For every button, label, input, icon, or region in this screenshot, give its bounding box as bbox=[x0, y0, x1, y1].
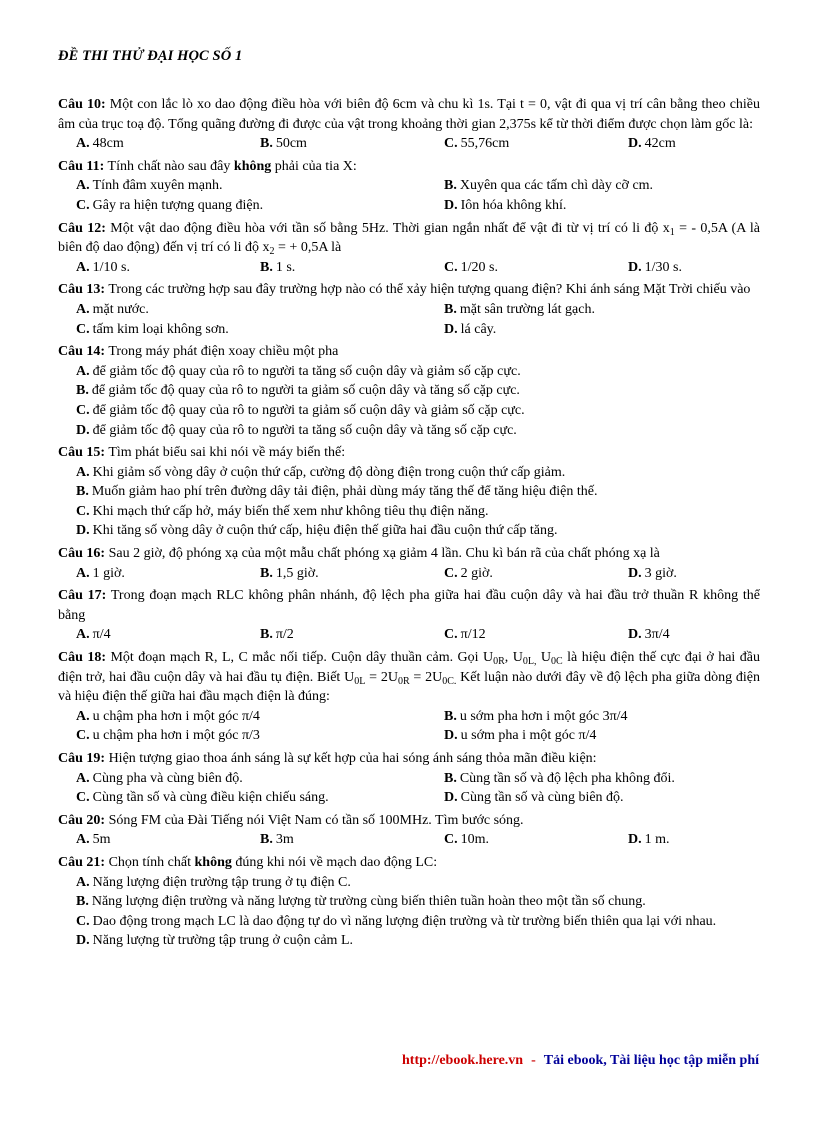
option-a: A. Cùng pha và cùng biên độ. bbox=[76, 770, 243, 786]
question-stem: Câu 18: Một đoạn mạch R, L, C mắc nối tiếp. Cuộn dây thuần cảm. Gọi $U_{0R}$, $U_{0L,}$ $U_{0C}$ là hiệu điện thế cực đại ở hai đầu điện trở, hai đầu cuộn dây và hai đầu tụ điện. Biết $U_{0L} = 2U_{0R} = 2U_{0C.}$ Kết luận nào dưới đây về độ lệch pha giữa dòng điện và hiệu điện thế giữa hai đầu mạch điện là đúng: bbox=[58, 650, 760, 705]
question-18 bbox=[58, 648, 760, 746]
option-c: C. 10m. bbox=[444, 832, 490, 848]
option-c: C. π/12 bbox=[444, 627, 486, 643]
question-stem: Câu 20: Sóng FM của Đài Tiếng nói Việt Nam có tần số 100MHz. Tìm bước sóng. bbox=[58, 812, 524, 828]
exam-page bbox=[58, 48, 760, 954]
option-a: A. 1 giờ. bbox=[76, 565, 125, 581]
question-stem: Câu 11: Tính chất nào sau đây không phải của tia X: bbox=[58, 158, 357, 174]
option-a: A. Tính đâm xuyên mạnh. bbox=[76, 178, 223, 194]
question-stem: Câu 16: Sau 2 giờ, độ phóng xạ của một mẫu chất phóng xạ giảm 4 lần. Chu kì bán rã của chất phóng xạ là bbox=[58, 546, 660, 562]
question-number: Câu 17: bbox=[58, 588, 107, 604]
options-row bbox=[58, 726, 760, 746]
question-stem: Câu 14: Trong máy phát điện xoay chiều một pha bbox=[58, 344, 339, 360]
option-c: C. 1/20 s. bbox=[444, 259, 498, 275]
option-d: D. để giảm tốc độ quay của rô to người ta tăng số cuộn dây và tăng số cặp cực. bbox=[76, 422, 517, 438]
option-b: B. 1,5 giờ. bbox=[260, 565, 319, 581]
option-b: B. 3m bbox=[260, 832, 294, 848]
option-a: A. để giảm tốc độ quay của rô to người ta tăng số cuộn dây và giảm số cặp cực. bbox=[76, 363, 521, 379]
option-c: C. Cùng tần số và cùng điều kiện chiếu sáng. bbox=[76, 790, 329, 806]
option-c: C. tấm kim loại không sơn. bbox=[76, 321, 229, 337]
footer-tagline: Tải ebook, Tài liệu học tập miễn phí bbox=[543, 1053, 759, 1068]
option-a: A. Năng lượng điện trường tập trung ở tụ điện C. bbox=[76, 874, 351, 890]
question-10 bbox=[58, 95, 760, 154]
option-b: B. u sớm pha hơn i một góc 3π/4 bbox=[444, 708, 628, 724]
question-stem: Câu 21: Chọn tính chất không đúng khi nói về mạch dao động LC: bbox=[58, 854, 438, 870]
question-stem: Câu 12: Một vật dao động điều hòa với tần số bằng 5Hz. Thời gian ngắn nhất để vật đi từ vị trí có li độ $x_1$ = - 0,5A (A là biên độ dao động) đến vị trí có li độ $x_2$ = + 0,5A là bbox=[58, 220, 760, 258]
question-number: Câu 11: bbox=[58, 158, 105, 174]
question-13 bbox=[58, 280, 760, 339]
question-number: Câu 19: bbox=[58, 751, 106, 766]
question-number: Câu 20: bbox=[58, 812, 106, 828]
option-c: C. 55,76cm bbox=[444, 136, 510, 152]
question-stem: Câu 19: Hiện tượng giao thoa ánh sáng là sự kết hợp của hai sóng ánh sáng thỏa mãn điều kiện: bbox=[58, 751, 597, 766]
question-number: Câu 18: bbox=[58, 650, 107, 666]
question-17 bbox=[58, 586, 760, 645]
question-number: Câu 14: bbox=[58, 344, 106, 360]
options-row bbox=[58, 320, 760, 340]
question-stem: Câu 10: Một con lắc lò xo dao động điều hòa với biên độ 6cm và chu kì 1s. Tại t = 0, vật đi qua vị trí cân bằng theo chiều âm của trục toạ độ. Tổng quãng đường đi được của vật trong khoảng thời gian 2,375s kể từ thời điểm được chọn làm gốc là: bbox=[58, 97, 761, 132]
option-c: C. Gây ra hiện tượng quang điện. bbox=[76, 197, 264, 213]
question-19 bbox=[58, 749, 760, 808]
option-a: A. π/4 bbox=[76, 627, 111, 643]
option-b: B. Cùng tần số và độ lệch pha không đổi. bbox=[444, 770, 675, 786]
option-d: D. 1/30 s. bbox=[628, 259, 682, 275]
options-row bbox=[58, 625, 760, 645]
question-21 bbox=[58, 853, 760, 951]
option-d: D. 3 giờ. bbox=[628, 565, 677, 581]
option-a: A. 1/10 s. bbox=[76, 259, 130, 275]
option-a: A. 5m bbox=[76, 832, 111, 848]
option-b: B. π/2 bbox=[260, 627, 294, 643]
question-number: Câu 21: bbox=[58, 854, 106, 870]
question-stem: Câu 17: Trong đoạn mạch RLC không phân nhánh, độ lệch pha giữa hai đầu cuộn dây và hai đầu trở thuần R không thể bằng bbox=[58, 588, 760, 623]
option-b: B. 1 s. bbox=[260, 259, 296, 275]
options-row bbox=[58, 134, 760, 154]
option-d: D. Cùng tần số và cùng biên độ. bbox=[444, 790, 624, 806]
question-16 bbox=[58, 544, 760, 583]
option-b: B. Muốn giảm hao phí trên đường dây tải điện, phải dùng máy tăng thế để tăng hiệu điện thế. bbox=[76, 484, 598, 500]
option-d: D. Khi tăng số vòng dây ở cuộn thứ cấp, hiệu điện thế giữa hai đầu cuộn thứ cấp tăng. bbox=[76, 523, 558, 539]
option-d: D. Iôn hóa không khí. bbox=[444, 197, 567, 213]
options-row bbox=[58, 300, 760, 320]
question-stem: Câu 13: Trong các trường hợp sau đây trường hợp nào có thể xảy hiện tượng quang điện? Khi ánh sáng Mặt Trời chiếu vào bbox=[58, 282, 751, 298]
option-a: A. Khi giảm số vòng dây ở cuộn thứ cấp, cường độ dòng điện trong cuộn thứ cấp giảm. bbox=[76, 464, 566, 480]
option-b: B. Năng lượng điện trường và năng lượng từ trường cùng biến thiên tuần hoàn theo một tần số chung. bbox=[76, 894, 646, 910]
options-row bbox=[58, 258, 760, 278]
question-number: Câu 13: bbox=[58, 282, 106, 298]
options-row bbox=[58, 769, 760, 789]
question-14 bbox=[58, 342, 760, 440]
options-row bbox=[58, 176, 760, 196]
option-d: D. lá cây. bbox=[444, 321, 497, 337]
question-20 bbox=[58, 811, 760, 850]
option-a: A. mặt nước. bbox=[76, 301, 149, 317]
question-11 bbox=[58, 157, 760, 216]
option-c: C. để giảm tốc độ quay của rô to người ta giảm số cuộn dây và giảm số cặp cực. bbox=[76, 402, 525, 418]
question-15 bbox=[58, 443, 760, 541]
option-b: B. để giảm tốc độ quay của rô to người ta giảm số cuộn dây và tăng số cặp cực. bbox=[76, 383, 520, 399]
option-c: C. Dao động trong mạch LC là dao động tự do vì năng lượng điện trường và từ trường biến thiên qua lại với nhau. bbox=[76, 913, 717, 929]
option-a: A. 48cm bbox=[76, 136, 124, 152]
option-b: B. Xuyên qua các tấm chì dày cỡ cm. bbox=[444, 178, 654, 194]
option-d: D. 3π/4 bbox=[628, 627, 670, 643]
option-a: A. u chậm pha hơn i một góc π/4 bbox=[76, 708, 260, 724]
question-12 bbox=[58, 219, 760, 278]
option-c: C. 2 giờ. bbox=[444, 565, 493, 581]
question-number: Câu 12: bbox=[58, 220, 106, 236]
options-row bbox=[58, 830, 760, 850]
page-footer bbox=[402, 1053, 759, 1069]
options-row bbox=[58, 196, 760, 216]
option-d: D. u sớm pha i một góc π/4 bbox=[444, 728, 597, 744]
options-row bbox=[58, 788, 760, 808]
option-d: D. 1 m. bbox=[628, 832, 670, 848]
exam-title: ĐỀ THI THỬ ĐẠI HỌC SỐ 1 bbox=[58, 48, 243, 64]
options-row bbox=[58, 707, 760, 727]
option-d: D. Năng lượng từ trường tập trung ở cuộn cảm L. bbox=[76, 933, 353, 949]
option-d: D. 42cm bbox=[628, 136, 676, 152]
question-number: Câu 10: bbox=[58, 97, 106, 112]
option-b: B. 50cm bbox=[260, 136, 307, 152]
options-row bbox=[58, 564, 760, 584]
footer-separator: - bbox=[531, 1053, 536, 1068]
question-number: Câu 16: bbox=[58, 546, 106, 562]
option-c: C. u chậm pha hơn i một góc π/3 bbox=[76, 728, 260, 744]
ebook-link[interactable]: http://ebook.here.vn bbox=[402, 1053, 524, 1068]
question-stem: Câu 15: Tìm phát biểu sai khi nói về máy biến thế: bbox=[58, 445, 346, 461]
question-number: Câu 15: bbox=[58, 445, 106, 461]
option-b: B. mặt sân trường lát gạch. bbox=[444, 301, 595, 317]
option-c: C. Khi mạch thứ cấp hở, máy biến thế xem như không tiêu thụ điện năng. bbox=[76, 503, 489, 519]
